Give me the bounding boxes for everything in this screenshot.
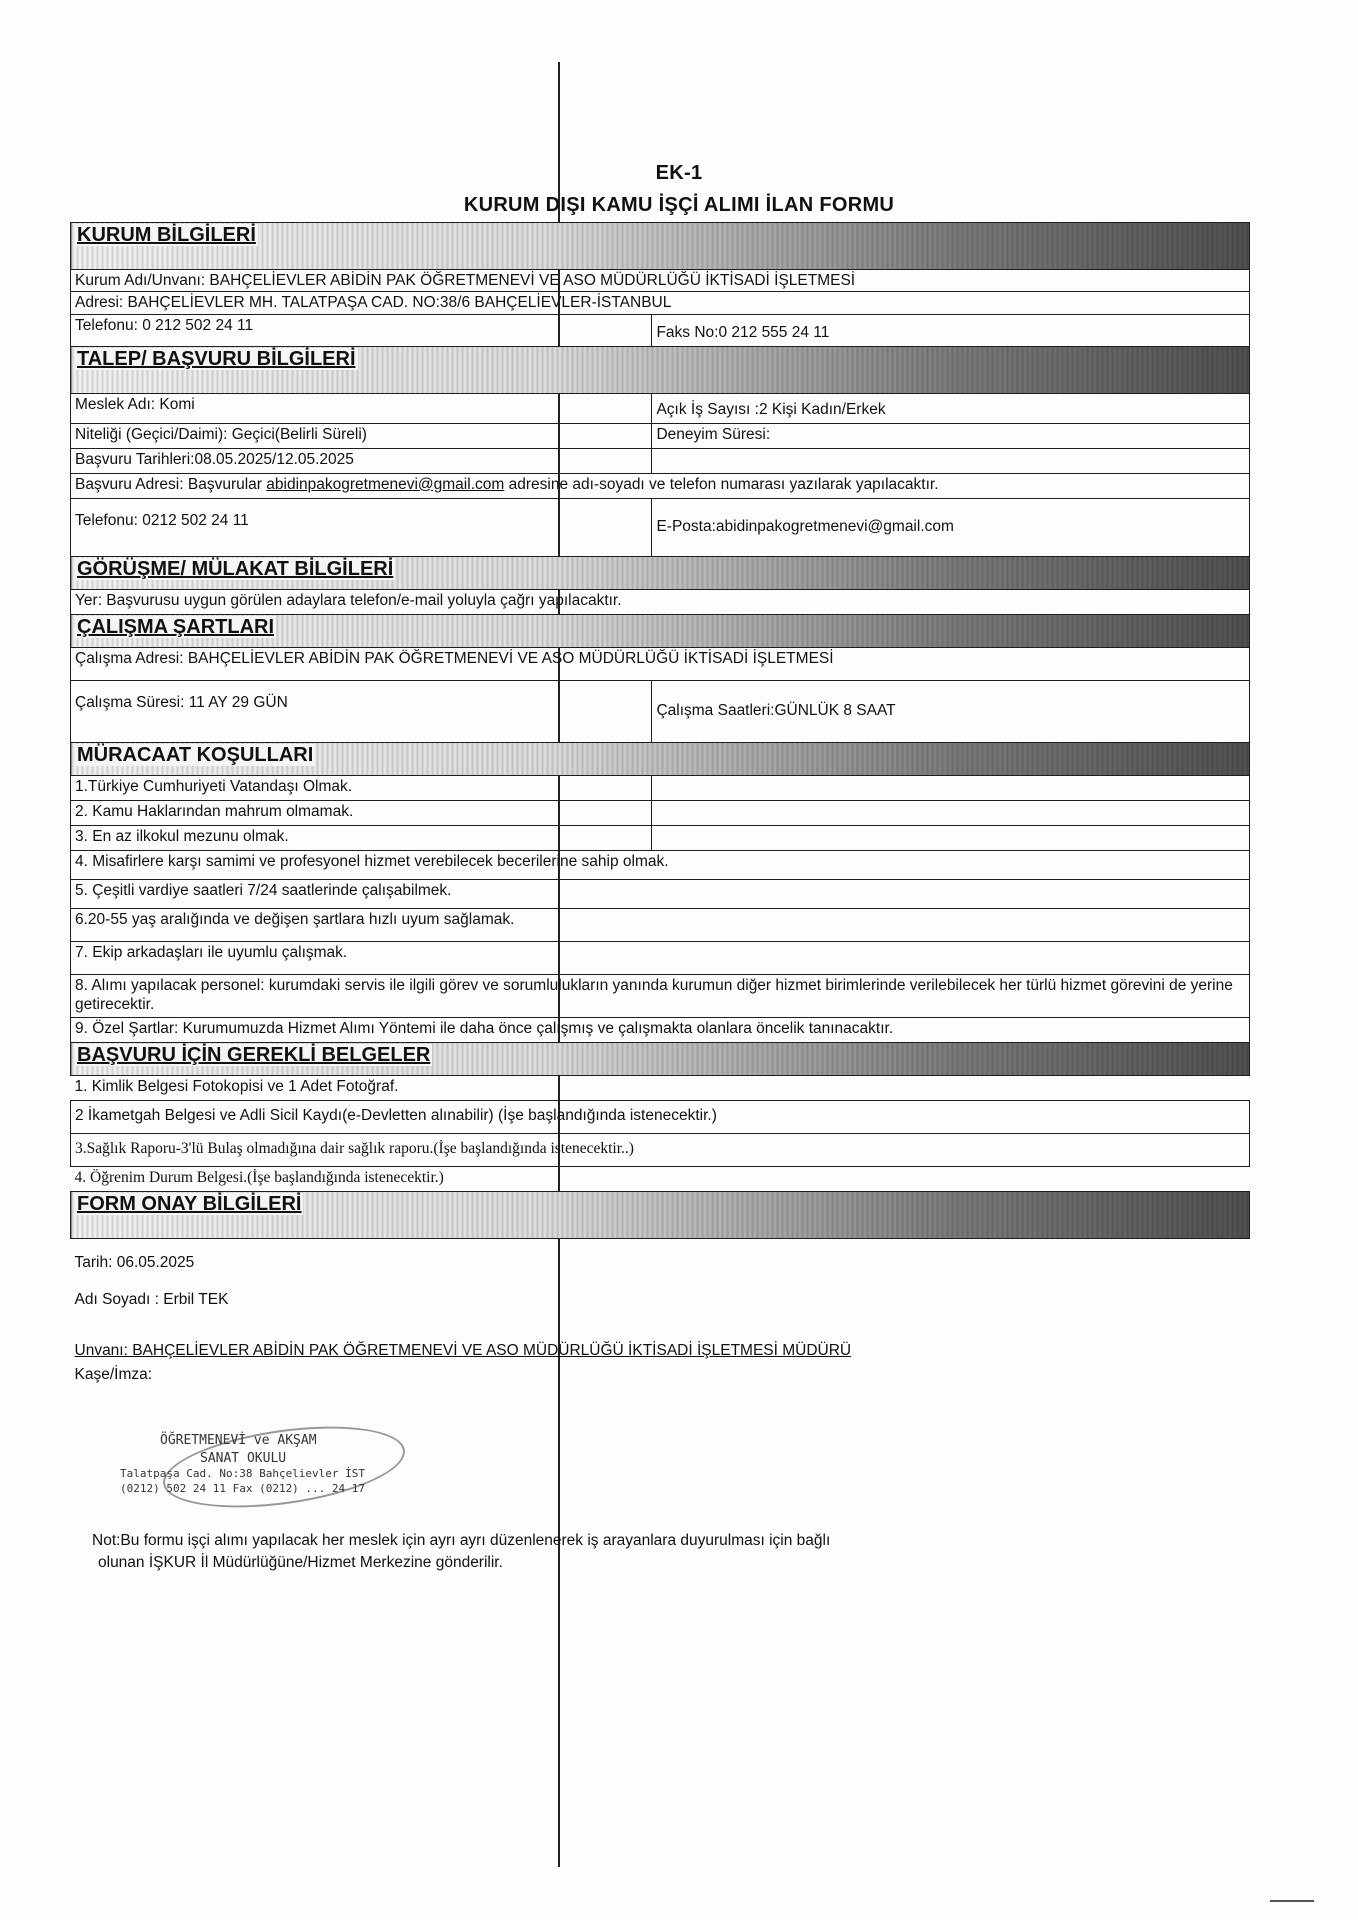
note-line: olunan İŞKUR İl Müdürlüğüne/Hizmet Merkezine gönderilir.	[98, 1554, 503, 1572]
calisma-suresi: Çalışma Süresi: 11 AY 29 GÜN	[71, 680, 652, 742]
kosul-item: 4. Misafirlere karşı samimi ve profesyonel hizmet verebilecek becerilerine sahip olmak.	[71, 850, 1250, 879]
section-muracaat-title: MÜRACAAT KOŞULLARI	[77, 743, 314, 766]
kurum-fax: Faks No:0 212 555 24 11	[652, 314, 1250, 346]
kosul-item: 3. En az ilkokul mezunu olmak.	[71, 825, 652, 850]
section-kurum	[71, 223, 1250, 270]
onay-ad-soyad: Adı Soyadı : Erbil TEK	[74, 1290, 229, 1308]
calisma-adresi: Çalışma Adresi: BAHÇELİEVLER ABİDİN PAK ÖĞRETMENEVİ VE ASO MÜDÜRLÜĞÜ İKTİSADİ İŞLETMESİ	[71, 647, 1250, 680]
section-calisma-title: ÇALIŞMA ŞARTLARI	[77, 615, 275, 638]
basvuru-eposta: E-Posta:abidinpakogretmenevi@gmail.com	[652, 498, 1250, 556]
deneyim-suresi: Deneyim Süresi:	[652, 423, 1250, 448]
stamp-line: SANAT OKULU	[200, 1450, 287, 1466]
kosul-item: 9. Özel Şartlar: Kurumumuzda Hizmet Alımı Yöntemi ile daha önce çalışmış ve çalışmakta olanlara öncelik tanınacaktır.	[71, 1017, 1250, 1042]
section-kurum-title: KURUM BİLGİLERİ	[77, 224, 256, 246]
acik-is-sayisi: Açık İş Sayısı :2 Kişi Kadın/Erkek	[652, 393, 1250, 423]
section-calisma	[71, 614, 1250, 647]
kosul-item: 8. Alımı yapılacak personel: kurumdaki servis ile ilgili görev ve sorumlulukların yanında kurumun diğer hizmet birimlerinde verilebilecek her türlü hizmet görevini de yerine getirecektir.	[71, 974, 1250, 1017]
kurum-name: Kurum Adı/Unvanı: BAHÇELİEVLER ABİDİN PAK ÖĞRETMENEVİ VE ASO MÜDÜRLÜĞÜ İKTİSADİ İŞLETMESİ	[71, 270, 1250, 292]
annex-label: EK-1	[655, 162, 703, 184]
section-talep-title: TALEP/ BAŞVURU BİLGİLERİ	[77, 347, 356, 370]
belge-item: 1. Kimlik Belgesi Fotokopisi ve 1 Adet Fotoğraf.	[74, 1077, 399, 1095]
stamp-line: ÖĞRETMENEVİ ve AKŞAM	[160, 1433, 317, 1448]
niteligi: Niteliği (Geçici/Daimi): Geçici(Belirli Süreli)	[71, 423, 652, 448]
gorusme-yer: Yer: Başvurusu uygun görülen adaylara telefon/e-mail yoluyla çağrı yapılacaktır.	[71, 589, 1250, 614]
belge-item: 4. Öğrenim Durum Belgesi.(İşe başlandığında istenecektir.)	[74, 1168, 444, 1186]
job-posting-form	[70, 222, 1250, 1388]
basvuru-adresi-prefix: Başvuru Adresi: Başvurular	[75, 475, 267, 493]
kurum-phone: Telefonu: 0 212 502 24 11	[71, 314, 652, 346]
basvuru-telefon: Telefonu: 0212 502 24 11	[71, 498, 652, 556]
stamp-line: Talatpaşa Cad. No:38 Bahçelievler İST	[120, 1467, 366, 1481]
meslek-adi: Meslek Adı: Komi	[71, 393, 652, 423]
section-onay-title: FORM ONAY BİLGİLERİ	[77, 1192, 302, 1215]
belge-item: 2 İkametgah Belgesi ve Adli Sicil Kaydı(e-Devletten alınabilir) (İşe başlandığında istenecektir.)	[71, 1100, 1250, 1133]
kosul-item: 2. Kamu Haklarından mahrum olmamak.	[71, 800, 652, 825]
belge-item: 3.Sağlık Raporu-3'lü Bulaş olmadığına dair sağlık raporu.(İşe başlandığında istenecektir..)	[71, 1133, 1250, 1166]
section-muracaat	[71, 742, 1250, 775]
kosul-item: 7. Ekip arkadaşları ile uyumlu çalışmak.	[71, 941, 1250, 974]
section-gorusme-title: GÖRÜŞME/ MÜLAKAT BİLGİLERİ	[77, 557, 394, 580]
form-note	[92, 1530, 830, 1575]
section-talep	[71, 346, 1250, 393]
official-stamp	[100, 1432, 440, 1516]
kosul-item: 5. Çeşitli vardiye saatleri 7/24 saatlerinde çalışabilmek.	[71, 879, 1250, 908]
section-belgeler-title: BAŞVURU İÇİN GEREKLİ BELGELER	[77, 1043, 431, 1066]
basvuru-adresi-suffix: adresine adı-soyadı ve telefon numarası yazılarak yapılacaktır.	[504, 475, 939, 493]
stamp-line: (0212) 502 24 11 Fax (0212) ... 24 17	[120, 1481, 366, 1495]
kurum-address: Adresi: BAHÇELİEVLER MH. TALATPAŞA CAD. NO:38/6 BAHÇELİEVLER-İSTANBUL	[71, 292, 1250, 314]
page-edge-mark	[1270, 1900, 1314, 1902]
note-line: Not:Bu formu işçi alımı yapılacak her meslek için ayrı ayrı düzenlenerek iş arayanlara duyurulması için bağlı	[92, 1532, 831, 1549]
calisma-saatleri: Çalışma Saatleri:GÜNLÜK 8 SAAT	[652, 680, 1250, 742]
kosul-item: 1.Türkiye Cumhuriyeti Vatandaşı Olmak.	[71, 775, 652, 800]
onay-kase-imza: Kaşe/İmza:	[74, 1365, 153, 1383]
form-title: KURUM DIŞI KAMU İŞÇİ ALIMI İLAN FORMU	[463, 194, 895, 216]
basvuru-adresi	[71, 473, 1250, 498]
onay-unvan: Unvanı: BAHÇELİEVLER ABİDİN PAK ÖĞRETMENEVİ VE ASO MÜDÜRLÜĞÜ İKTİSADİ İŞLETMESİ MÜDÜRÜ	[74, 1341, 852, 1359]
basvuru-email-link[interactable]: abidinpakogretmenevi@gmail.com	[266, 475, 505, 493]
section-gorusme	[71, 556, 1250, 589]
basvuru-tarihleri: Başvuru Tarihleri:08.05.2025/12.05.2025	[71, 448, 652, 473]
section-onay	[71, 1191, 1250, 1238]
section-belgeler	[71, 1042, 1250, 1075]
onay-tarih: Tarih: 06.05.2025	[74, 1253, 195, 1271]
kosul-item: 6.20-55 yaş aralığında ve değişen şartlara hızlı uyum sağlamak.	[71, 908, 1250, 941]
